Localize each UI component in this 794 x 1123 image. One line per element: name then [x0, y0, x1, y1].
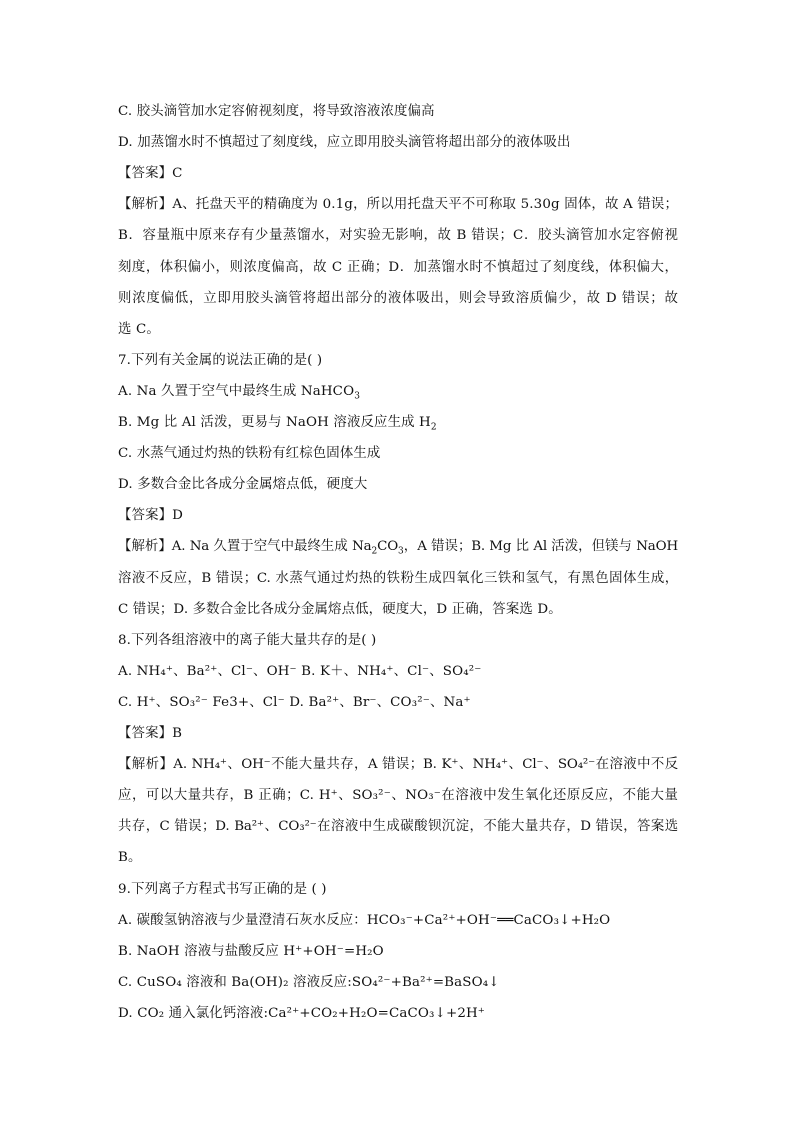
analysis-line: 应，可以大量共存，B 正确；C. H⁺、SO₃²⁻、NO₃⁻在溶液中发生氧化还原反应，不能大量: [118, 788, 678, 803]
analysis-line: 则浓度偏低，立即用胶头滴管将超出部分的液体吸出，则会导致溶质偏少，故 D 错误；故: [118, 291, 678, 306]
question-7-title: 7.下列有关金属的说法正确的是( ): [118, 353, 323, 368]
option-d-line: D. CO₂ 通入氯化钙溶液:Ca²⁺+CO₂+H₂O=CaCO₃↓+2H⁺: [118, 1006, 486, 1021]
analysis-line: B。: [118, 850, 142, 865]
option-d-line: D. 多数合金比各成分金属熔点低，硬度大: [118, 477, 368, 492]
option-c-line: C. 胶头滴管加水定容俯视刻度，将导致溶液浓度偏高: [118, 104, 435, 119]
option-c-line: C. CuSO₄ 溶液和 Ba(OH)₂ 溶液反应:SO₄²⁻+Ba²⁺=BaSO₄↓: [118, 975, 500, 990]
option-b-line: B. NaOH 溶液与盐酸反应 H⁺+OH⁻=H₂O: [118, 944, 384, 959]
analysis-line: 刻度，体积偏小，则浓度偏高，故 C 正确；D．加蒸馏水时不慎超过了刻度线，体积偏大，: [118, 260, 678, 275]
option-c-line: C. 水蒸气通过灼热的铁粉有红棕色固体生成: [118, 446, 381, 461]
option-a-line: A. Na 久置于空气中最终生成 NaHCO$_3$: [118, 384, 361, 402]
option-b-line: B. Mg 比 Al 活泼，更易与 NaOH 溶液反应生成 $H_2$: [118, 415, 437, 433]
analysis-line: B．容量瓶中原来存有少量蒸馏水，对实验无影响，故 B 错误；C．胶头滴管加水定容俯视: [118, 228, 678, 243]
answer-label: 【答案】B: [118, 726, 183, 741]
answer-label: 【答案】D: [118, 508, 184, 523]
analysis-line: 【解析】A、托盘天平的精确度为 0.1g，所以用托盘天平不可称取 5.30g 固体，故 A 错误；: [118, 197, 678, 212]
answer-label: 【答案】C: [118, 166, 183, 181]
question-9-title: 9.下列离子方程式书写正确的是 ( ): [118, 882, 327, 897]
analysis-line: 【解析】A. NH₄⁺、OH⁻不能大量共存，A 错误；B. K⁺、NH₄⁺、Cl⁻、SO₄²⁻在溶液中不反: [118, 757, 678, 772]
analysis-line: 溶液不反应，B 错误；C. 水蒸气通过灼热的铁粉生成四氧化三铁和氢气，有黑色固体生成，: [118, 571, 678, 586]
analysis-line: C 错误；D. 多数合金比各成分金属熔点低，硬度大，D 正确，答案选 D。: [118, 602, 562, 617]
options-ab-line: A. NH₄⁺、Ba²⁺、Cl⁻、OH⁻ B. K＋、NH₄⁺、Cl⁻、SO₄²⁻: [118, 664, 482, 679]
analysis-line: 【解析】A. Na 久置于空气中最终生成 $Na_2CO_3$，A 错误；B. Mg 比 Al 活泼，但镁与 NaOH: [118, 539, 678, 557]
options-cd-line: C. H⁺、SO₃²⁻ Fe3+、Cl⁻ D. Ba²⁺、Br⁻、CO₃²⁻、Na⁺: [118, 695, 471, 710]
option-d-line: D. 加蒸馏水时不慎超过了刻度线，应立即用胶头滴管将超出部分的液体吸出: [118, 135, 571, 150]
analysis-line: 共存，C 错误；D. Ba²⁺、CO₃²⁻在溶液中生成碳酸钡沉淀，不能大量共存，D 错误，答案选: [118, 819, 678, 834]
analysis-line: 选 C。: [118, 322, 160, 337]
option-a-line: A. 碳酸氢钠溶液与少量澄清石灰水反应：HCO₃⁻+Ca²⁺+OH⁻══CaCO₃↓+H₂O: [118, 913, 611, 928]
question-8-title: 8.下列各组溶液中的离子能大量共存的是( ): [118, 633, 377, 648]
